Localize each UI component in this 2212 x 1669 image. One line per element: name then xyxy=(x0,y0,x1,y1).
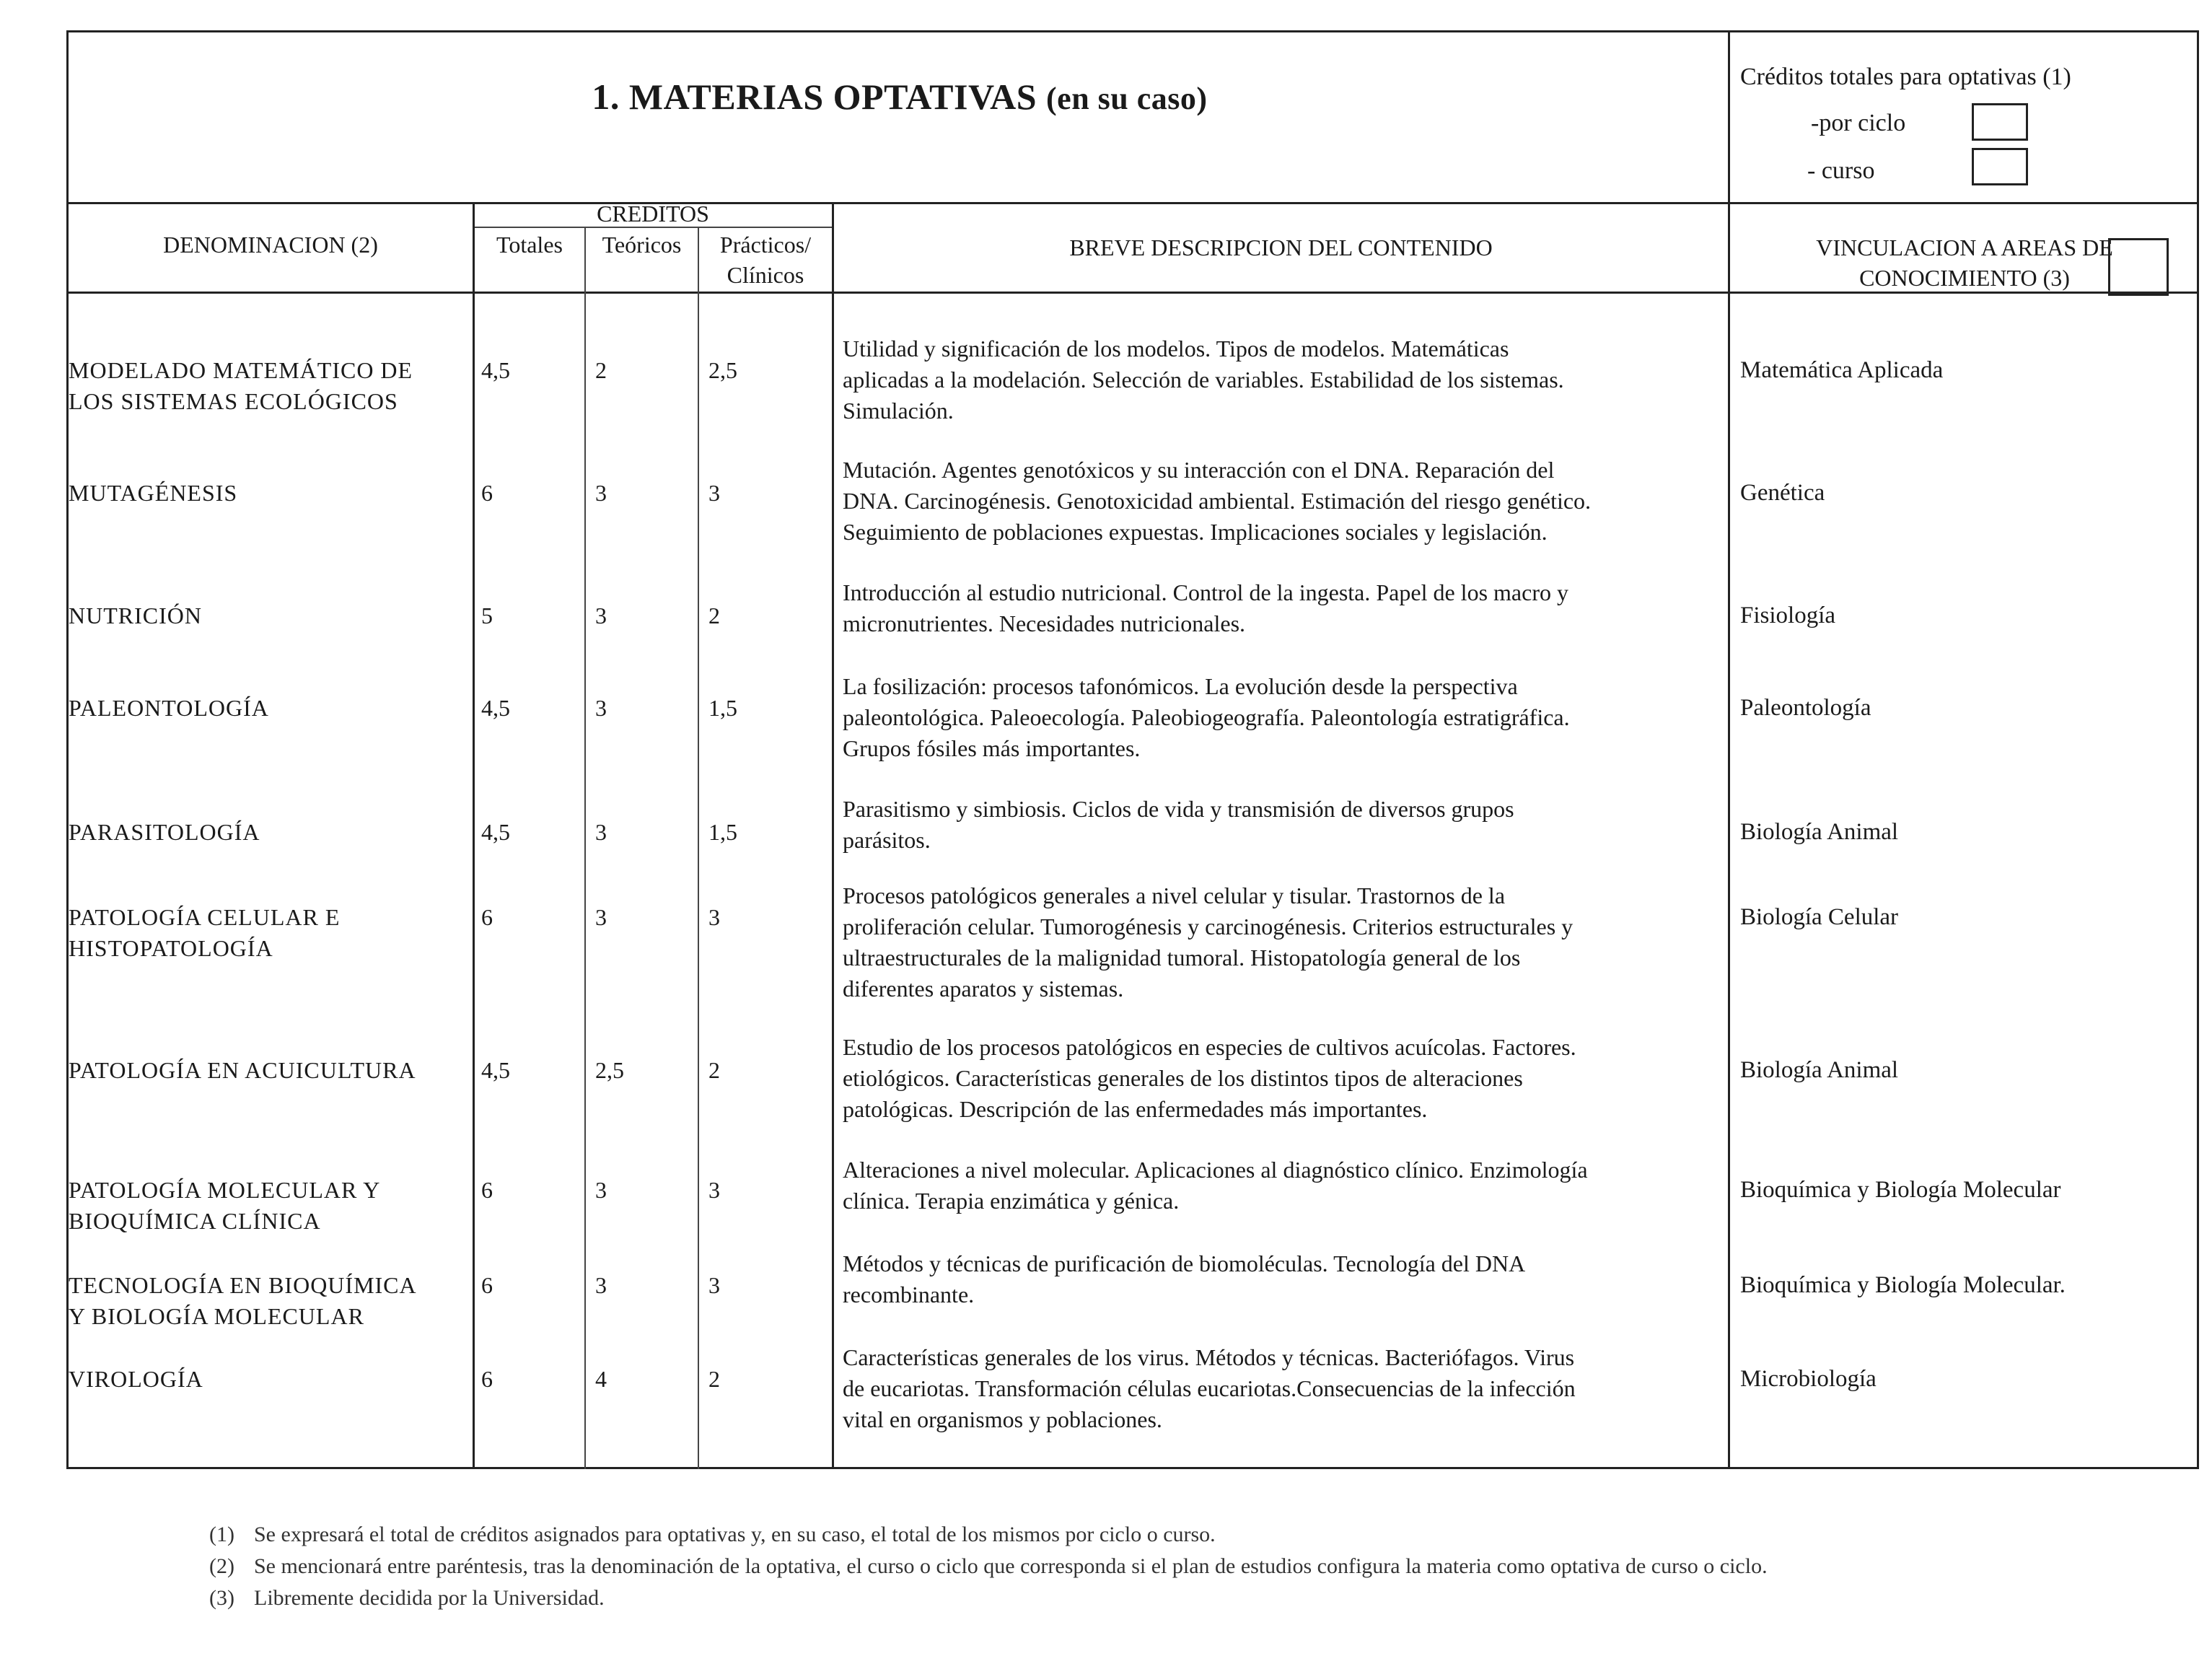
footnote xyxy=(209,1551,2099,1582)
credits-teoricos: 3 xyxy=(595,603,607,628)
knowledge-area: Matemática Aplicada xyxy=(1740,357,1944,383)
credits-totales: 4,5 xyxy=(481,357,510,383)
description-line: Métodos y técnicas de purificación de biomoléculas. Tecnología del DNA xyxy=(843,1250,1526,1276)
knowledge-area: Genética xyxy=(1740,480,1825,506)
description-line: DNA. Carcinogénesis. Genotoxicidad ambiental. Estimación del riesgo genético. xyxy=(843,488,1592,514)
credits-teoricos: 2 xyxy=(595,357,607,383)
description-line: Seguimiento de poblaciones expuestas. Implicaciones sociales y legislación. xyxy=(843,519,1548,545)
header-practicos-line1: Prácticos/ xyxy=(719,232,812,258)
footnote-number: (3) xyxy=(209,1586,234,1610)
credits-totales: 4,5 xyxy=(481,819,510,845)
course-name: TECNOLOGÍA EN BIOQUÍMICA xyxy=(69,1272,417,1298)
knowledge-area: Biología Celular xyxy=(1740,904,1899,930)
description-line: micronutrientes. Necesidades nutricionales. xyxy=(843,610,1246,636)
credits-practicos: 1,5 xyxy=(708,695,737,721)
description-line: Procesos patológicos generales a nivel celular y tisular. Trastornos de la xyxy=(843,882,1506,908)
credits-teoricos: 3 xyxy=(595,1177,607,1203)
description-line: etiológicos. Características generales de los distintos tipos de alteraciones xyxy=(843,1065,1523,1091)
course-name: PALEONTOLOGÍA xyxy=(69,695,269,721)
credits-teoricos: 3 xyxy=(595,480,607,506)
description-line: Estudio de los procesos patológicos en especies de cultivos acuícolas. Factores. xyxy=(843,1034,1576,1060)
course-name-cont: HISTOPATOLOGÍA xyxy=(69,935,273,961)
description-line: de eucariotas. Transformación células eucariotas.Consecuencias de la infección xyxy=(843,1375,1576,1401)
credits-totales: 6 xyxy=(481,1272,493,1298)
knowledge-area: Paleontología xyxy=(1740,695,1871,721)
footnote xyxy=(209,1582,2099,1614)
per-course-label: - curso xyxy=(1807,157,1875,184)
header-practicos-line2: Clínicos xyxy=(727,262,804,288)
header-vinculacion-line1: VINCULACION A AREAS DE xyxy=(1816,235,2113,260)
course-name-cont: BIOQUÍMICA CLÍNICA xyxy=(69,1208,321,1234)
description-line: paleontológica. Paleoecología. Paleobiogeografía. Paleontología estratigráfica. xyxy=(843,704,1570,730)
description-line: ultraestructurales de la malignidad tumoral. Histopatología general de los xyxy=(843,945,1521,971)
per-cycle-box[interactable] xyxy=(1972,103,2028,141)
description-line: Mutación. Agentes genotóxicos y su interacción con el DNA. Reparación del xyxy=(843,457,1555,483)
col-divider-totales xyxy=(584,227,586,1469)
page-title xyxy=(66,76,1733,118)
col-divider-name xyxy=(473,202,475,1469)
description-line: Parasitismo y simbiosis. Ciclos de vida y transmisión de diversos grupos xyxy=(843,796,1514,822)
credits-teoricos: 4 xyxy=(595,1366,607,1392)
course-name: MODELADO MATEMÁTICO DE xyxy=(69,357,413,383)
credits-teoricos: 3 xyxy=(595,1272,607,1298)
course-name-cont: Y BIOLOGÍA MOLECULAR xyxy=(69,1303,364,1329)
credits-totales: 6 xyxy=(481,904,493,930)
areas-box[interactable] xyxy=(2108,238,2169,296)
description-line: proliferación celular. Tumorogénesis y carcinogénesis. Criterios estructurales y xyxy=(843,914,1574,939)
course-name: MUTAGÉNESIS xyxy=(69,480,238,506)
course-name: VIROLOGÍA xyxy=(69,1366,203,1392)
credits-totales: 5 xyxy=(481,603,493,628)
course-name: PATOLOGÍA MOLECULAR Y xyxy=(69,1177,381,1203)
course-name: NUTRICIÓN xyxy=(69,603,202,628)
description-line: La fosilización: procesos tafonómicos. La evolución desde la perspectiva xyxy=(843,673,1518,699)
description-line: Introducción al estudio nutricional. Control de la ingesta. Papel de los macro y xyxy=(843,579,1568,605)
description-line: Simulación. xyxy=(843,398,954,424)
credits-practicos: 3 xyxy=(708,480,720,506)
description-line: Alteraciones a nivel molecular. Aplicaciones al diagnóstico clínico. Enzimología xyxy=(843,1157,1588,1183)
course-name: PARASITOLOGÍA xyxy=(69,819,260,845)
header-vinculacion-line2: CONOCIMIENTO (3) xyxy=(1859,265,2070,291)
credits-totales: 4,5 xyxy=(481,1057,510,1083)
course-name-cont: LOS SISTEMAS ECOLÓGICOS xyxy=(69,388,398,414)
footnote-number: (1) xyxy=(209,1523,234,1546)
description-line: patológicas. Descripción de las enfermedades más importantes. xyxy=(843,1096,1428,1122)
footnote-text: Libremente decidida por la Universidad. xyxy=(254,1586,605,1610)
header-creditos: CREDITOS xyxy=(597,201,709,227)
per-course-box[interactable] xyxy=(1972,148,2028,185)
knowledge-area: Bioquímica y Biología Molecular. xyxy=(1740,1272,2066,1298)
credits-totales: 6 xyxy=(481,1366,493,1392)
footnote-text: Se mencionará entre paréntesis, tras la denominación de la optativa, el curso o ciclo que corresponda si el plan de estudios configura la materia como optativa de curso o ciclo. xyxy=(254,1554,1768,1578)
credits-teoricos: 2,5 xyxy=(595,1057,624,1083)
credits-practicos: 2,5 xyxy=(708,357,737,383)
footnote xyxy=(209,1519,2099,1551)
header-descripcion: BREVE DESCRIPCION DEL CONTENIDO xyxy=(1069,235,1493,260)
description-line: clínica. Terapia enzimática y génica. xyxy=(843,1188,1180,1214)
credits-practicos: 2 xyxy=(708,603,720,628)
col-divider-practicos xyxy=(832,202,834,1469)
knowledge-area: Biología Animal xyxy=(1740,819,1899,845)
knowledge-area: Microbiología xyxy=(1740,1366,1877,1392)
col-divider-teoricos xyxy=(698,227,699,1469)
credits-totales: 4,5 xyxy=(481,695,510,721)
description-line: recombinante. xyxy=(843,1282,975,1307)
course-name: PATOLOGÍA EN ACUICULTURA xyxy=(69,1057,416,1083)
header-practicos xyxy=(699,229,832,290)
footnotes xyxy=(209,1519,2099,1614)
credits-practicos: 2 xyxy=(708,1057,720,1083)
knowledge-area: Bioquímica y Biología Molecular xyxy=(1740,1177,2061,1203)
credits-practicos: 2 xyxy=(708,1366,720,1392)
description-line: diferentes aparatos y sistemas. xyxy=(843,976,1124,1002)
header-divider xyxy=(66,202,2199,204)
credits-teoricos: 3 xyxy=(595,695,607,721)
footnote-number: (2) xyxy=(209,1554,234,1578)
footnote-text: Se expresará el total de créditos asignados para optativas y, en su caso, el total de los mismos por ciclo o curso. xyxy=(254,1523,1216,1546)
knowledge-area: Fisiología xyxy=(1740,603,1836,628)
credits-teoricos: 3 xyxy=(595,819,607,845)
per-cycle-label: -por ciclo xyxy=(1811,110,1906,136)
description-line: Características generales de los virus. Métodos y técnicas. Bacteriófagos. Virus xyxy=(843,1344,1575,1370)
course-name: PATOLOGÍA CELULAR E xyxy=(69,904,341,930)
credits-totales: 6 xyxy=(481,480,493,506)
description-line: parásitos. xyxy=(843,827,931,853)
description-line: vital en organismos y poblaciones. xyxy=(843,1406,1162,1432)
credits-practicos: 3 xyxy=(708,1272,720,1298)
knowledge-area: Biología Animal xyxy=(1740,1057,1899,1083)
credits-total-label: Créditos totales para optativas (1) xyxy=(1740,63,2071,90)
title-main: 1. MATERIAS OPTATIVAS xyxy=(592,76,1037,117)
title-sub: (en su caso) xyxy=(1046,81,1208,116)
description-line: Grupos fósiles más importantes. xyxy=(843,735,1141,761)
description-line: aplicadas a la modelación. Selección de variables. Estabilidad de los sistemas. xyxy=(843,367,1564,393)
header-denominacion: DENOMINACION (2) xyxy=(163,232,378,258)
credits-teoricos: 3 xyxy=(595,904,607,930)
credits-totales: 6 xyxy=(481,1177,493,1203)
credits-practicos: 3 xyxy=(708,1177,720,1203)
credits-practicos: 1,5 xyxy=(708,819,737,845)
credits-practicos: 3 xyxy=(708,904,720,930)
header-totales: Totales xyxy=(496,232,563,258)
header-teoricos: Teóricos xyxy=(602,232,682,258)
description-line: Utilidad y significación de los modelos. Tipos de modelos. Matemáticas xyxy=(843,336,1509,362)
